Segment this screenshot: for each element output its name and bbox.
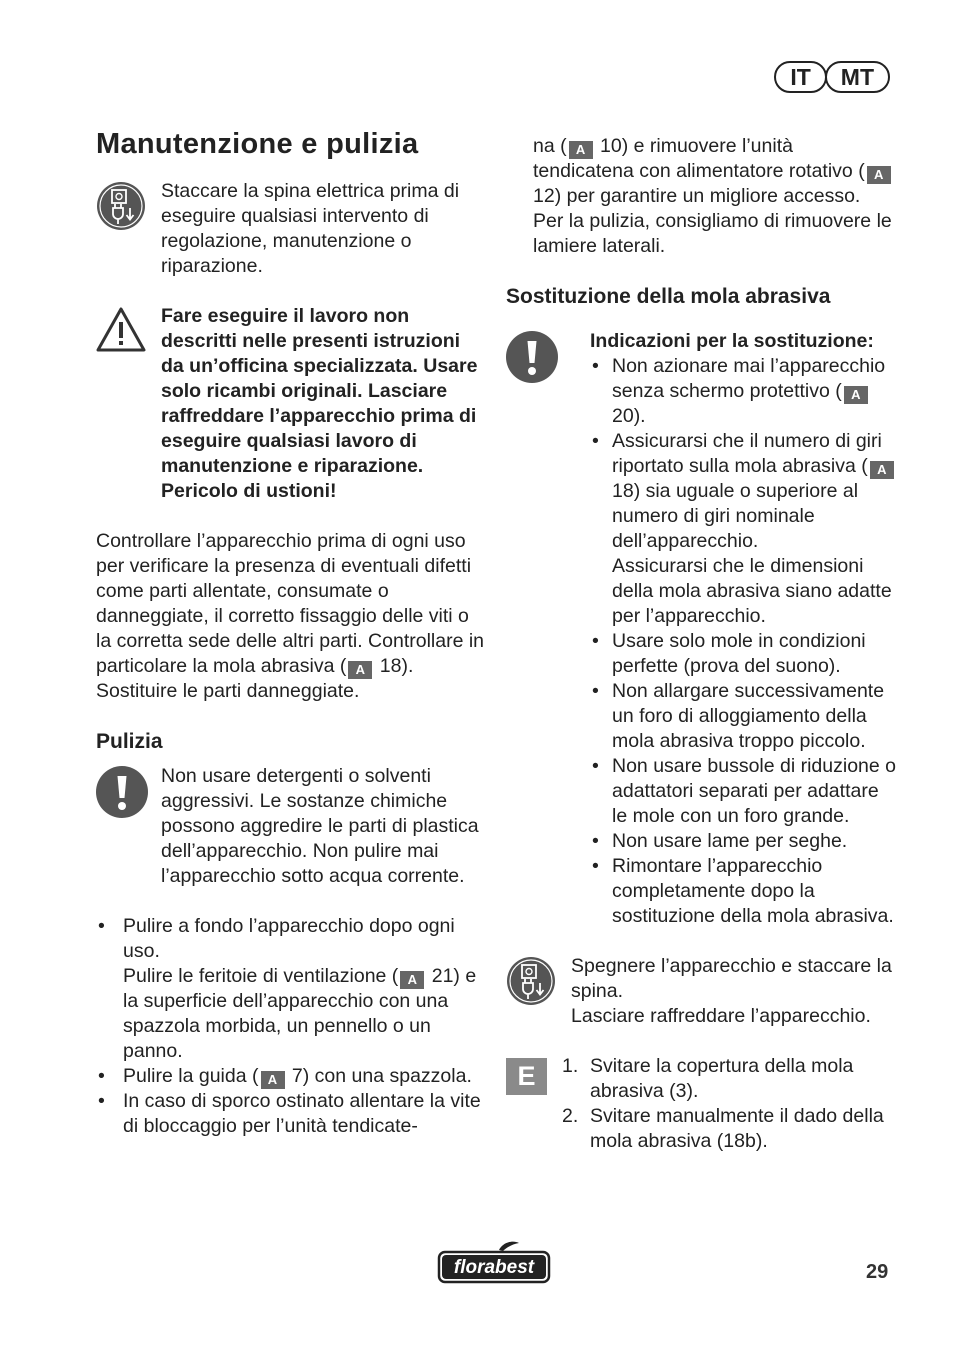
figure-ref-a-badge: A [867, 166, 891, 184]
instructions-list [590, 354, 896, 929]
plug-icon [506, 954, 571, 1011]
list-item: • Pulire la guida ( A 7) con una spazzola. [96, 1064, 486, 1089]
lang-badge-mt: MT [825, 61, 890, 93]
page-number: 29 [866, 1261, 889, 1283]
inspection-paragraph: Controllare l’apparecchio prima di ogni uso per verificare la presenza di eventuali difetti come parti allentate, consumate o danneggiate, il corretto fissaggio delle viti o la corretta sede delle altri parti. Controllare in particolare la mola abrasiva ( A 18). Sostituire le parti danneggiate. [96, 530, 485, 702]
cleaning-list [96, 914, 486, 1139]
figure-ref-a-badge: A [870, 461, 894, 479]
section-title: Manutenzione e pulizia [96, 128, 419, 160]
svg-text:florabest: florabest [453, 1257, 535, 1278]
list-item: • Rimontare l’apparecchio completamente dopo la sostituzione della mola abrasiva. [590, 854, 896, 929]
list-item: 2. Svitare manualmente il dado della mola abrasiva (18b). [562, 1105, 884, 1152]
figure-ref-a-badge: A [348, 661, 372, 679]
cool-down-text: Lasciare raffreddare l’apparecchio. [571, 1005, 871, 1027]
exclamation-icon [96, 764, 161, 823]
figure-ref-a-badge: A [261, 1071, 285, 1089]
warning-triangle-icon [96, 304, 161, 359]
continued-paragraph: na ( A 10) e rimuovere l’unità tendicatena con alimentatore rotativo ( A 12) per garantire un migliore accesso. [506, 134, 896, 209]
warning-note [96, 304, 486, 504]
warning-text: Fare eseguire il lavoro non descritti nelle presenti istruzioni da un’officina specializzata. Usare solo ricambi originali. Lasciare raffreddare l’apparecchio prima di eseguire qualsiasi lavoro di manutenzione e riparazione. Pericolo di ustioni! [161, 305, 478, 502]
unplug-note [96, 179, 486, 279]
list-item: • Assicurarsi che il numero di giri riportato sulla mola abrasiva ( A 18) sia uguale o superiore al numero di giri nominale dell’apparecchio. Assicurarsi che le dimensioni della mola abrasiva siano adatte per l’apparecchio. [590, 429, 896, 629]
replacement-instructions [506, 329, 896, 929]
figure-e-label: E [506, 1058, 547, 1095]
switch-off-text: Spegnere l’apparecchio e staccare la spina. [571, 955, 892, 1002]
caution-note [96, 764, 486, 889]
list-item: • Usare solo mole in condizioni perfette (prova del suono). [590, 629, 896, 679]
list-item: • Non usare bussole di riduzione o adattatori separati per adattare le mole con un foro grande. [590, 754, 896, 829]
caution-text: Non usare detergenti o solventi aggressivi. Le sostanze chimiche possono aggredire le parti di plastica dell’apparecchio. Non pulire mai l’apparecchio sotto acqua corrente. [161, 765, 479, 887]
florabest-logo [437, 1240, 551, 1284]
right-column [506, 134, 896, 1154]
left-column [96, 124, 486, 1164]
lang-badge-it: IT [774, 61, 826, 93]
instructions-title: Indicazioni per la sostituzione: [590, 330, 874, 352]
list-item: • Non azionare mai l’apparecchio senza schermo protettivo ( A 20). [590, 354, 896, 429]
cleaning-heading: Pulizia [96, 730, 163, 753]
language-badges [776, 61, 890, 93]
list-item: 1. Svitare la copertura della mola abrasiva (3). [562, 1055, 854, 1102]
list-item: • Pulire a fondo l’apparecchio dopo ogni uso. Pulire le feritoie di ventilazione ( A 21) e la superficie dell’apparecchio con una spazzola morbida, un pennello o un panno. [96, 914, 486, 1064]
figure-ref-a-badge: A [569, 141, 593, 159]
exclamation-icon [506, 329, 590, 388]
switch-off-note [506, 954, 896, 1029]
figure-ref-a-badge: A [844, 386, 868, 404]
list-item: • In caso di sporco ostinato allentare la vite di bloccaggio per l’unità tendicate- [96, 1089, 486, 1139]
figure-ref-a-badge: A [400, 971, 424, 989]
plug-icon [96, 179, 161, 236]
steps-block [506, 1054, 896, 1154]
steps-list [562, 1054, 896, 1154]
list-item: • Non allargare successivamente un foro di alloggiamento della mola abrasiva troppo piccolo. [590, 679, 896, 754]
side-panels-paragraph: Per la pulizia, consigliamo di rimuovere le lamiere laterali. [533, 210, 892, 257]
unplug-note-text: Staccare la spina elettrica prima di eseguire qualsiasi intervento di regolazione, manutenzione o riparazione. [161, 180, 460, 277]
replacement-heading: Sostituzione della mola abrasiva [506, 285, 831, 308]
list-item: • Non usare lame per seghe. [590, 829, 896, 854]
